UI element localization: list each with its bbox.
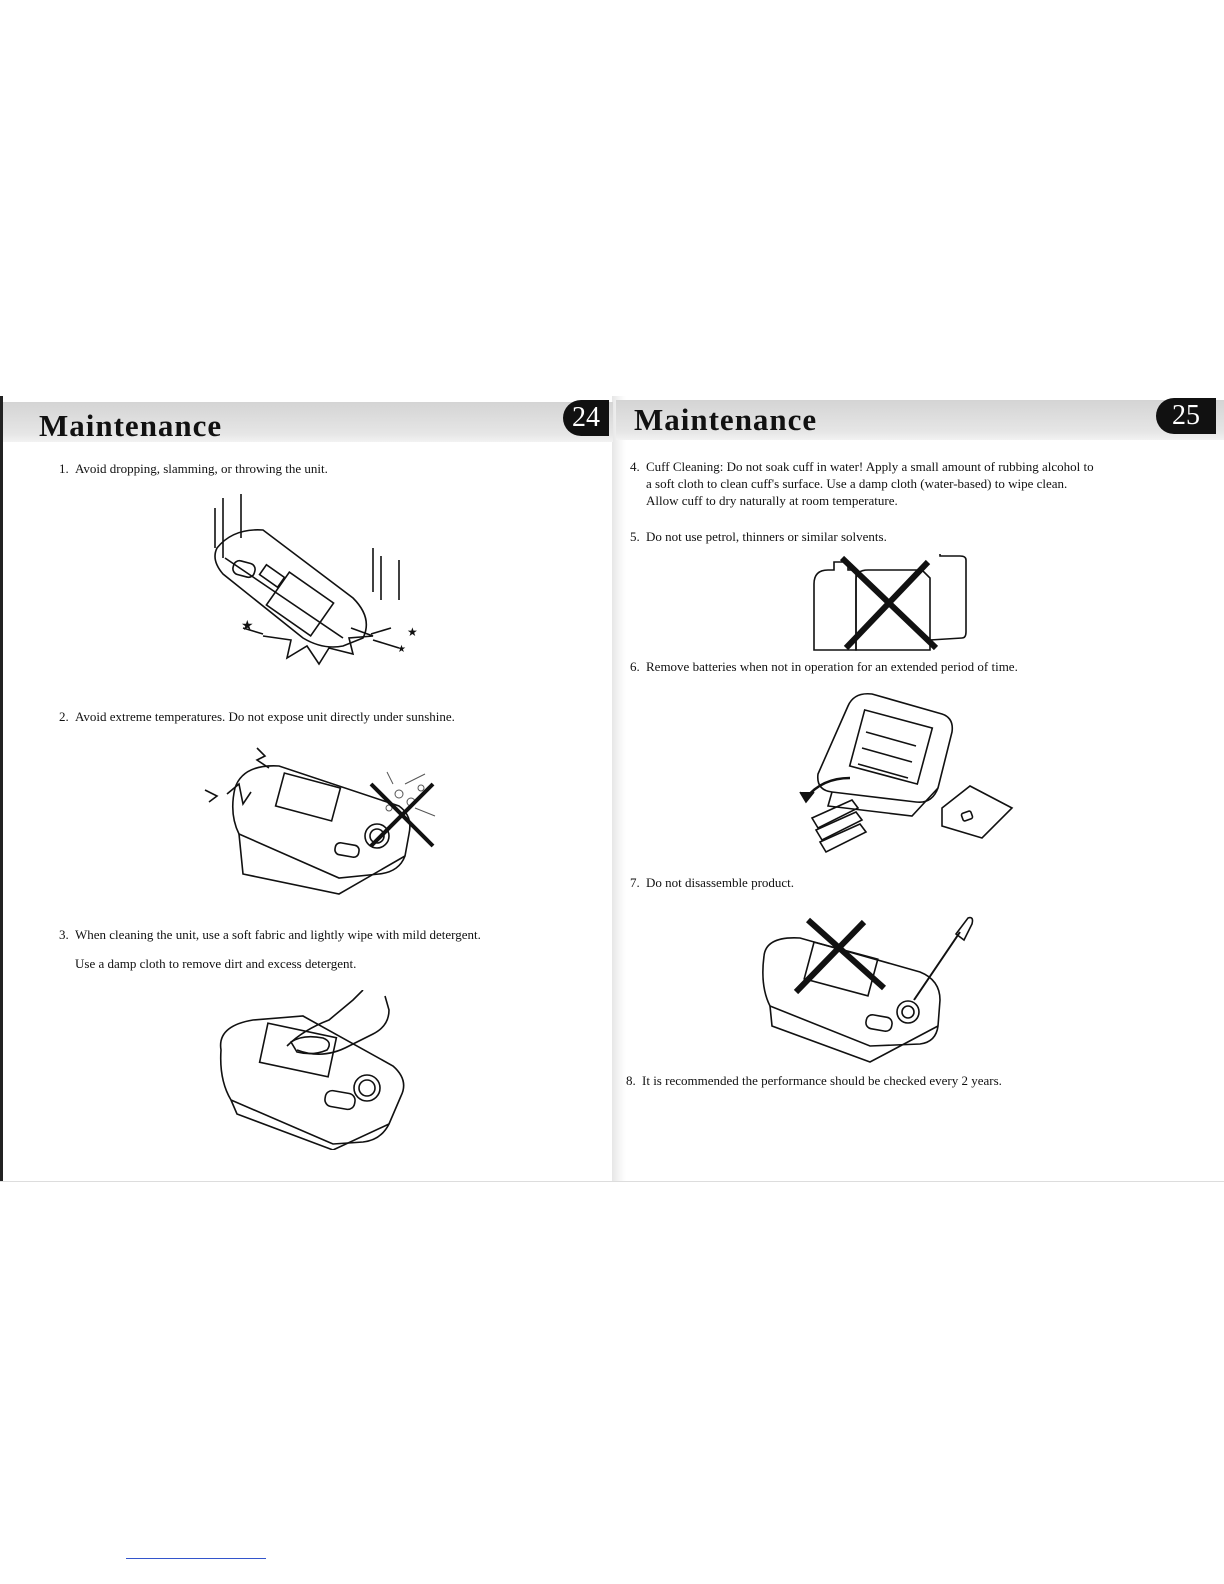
page-title: Maintenance <box>634 402 818 437</box>
do-not-disassemble-illustration <box>760 916 980 1066</box>
page-bottom-edge <box>0 1181 1224 1182</box>
maintenance-item-8: 8. It is recommended the performance should be checked every 2 years. <box>626 1073 1002 1088</box>
maintenance-item-2: 2. Avoid extreme temperatures. Do not expose unit directly under sunshine. <box>59 709 455 724</box>
page-25 <box>616 396 1224 1182</box>
solvent-containers-illustration <box>812 554 968 652</box>
maintenance-item-6: 6. Remove batteries when not in operation for an extended period of time. <box>630 659 1018 674</box>
maintenance-item-5: 5. Do not use petrol, thinners or similar solvents. <box>630 529 887 544</box>
svg-text:★: ★ <box>407 625 418 639</box>
maintenance-item-1: 1. Avoid dropping, slamming, or throwing the unit. <box>59 461 328 476</box>
page-24 <box>0 396 616 1182</box>
svg-text:★: ★ <box>241 619 254 634</box>
page-number-badge: 25 <box>1156 398 1216 434</box>
page-title: Maintenance <box>39 408 223 443</box>
svg-text:★: ★ <box>397 644 406 655</box>
page-header <box>3 402 613 442</box>
maintenance-item-3: 3. When cleaning the unit, use a soft fabric and lightly wipe with mild detergent. Use a damp cloth to remove dirt and excess detergent. <box>59 927 481 971</box>
page-header <box>616 400 1224 440</box>
page-number-badge: 24 <box>563 400 609 436</box>
cleaning-wipe-illustration <box>213 990 413 1150</box>
sunshine-heat-illustration <box>199 744 443 896</box>
maintenance-item-7: 7. Do not disassemble product. <box>630 875 795 890</box>
remove-batteries-illustration <box>792 688 1018 860</box>
manual-spread <box>0 396 1224 1182</box>
footer-rule <box>126 1558 266 1559</box>
maintenance-item-4: 4. Cuff Cleaning: Do not soak cuff in water! Apply a small amount of rubbing alcohol to a soft cloth to clean cuff's surface. Use a damp cloth (water-based) to wipe clean. Allow cuff to dry naturally at room temperature. <box>630 459 1094 508</box>
dropping-unit-illustration <box>203 488 433 688</box>
